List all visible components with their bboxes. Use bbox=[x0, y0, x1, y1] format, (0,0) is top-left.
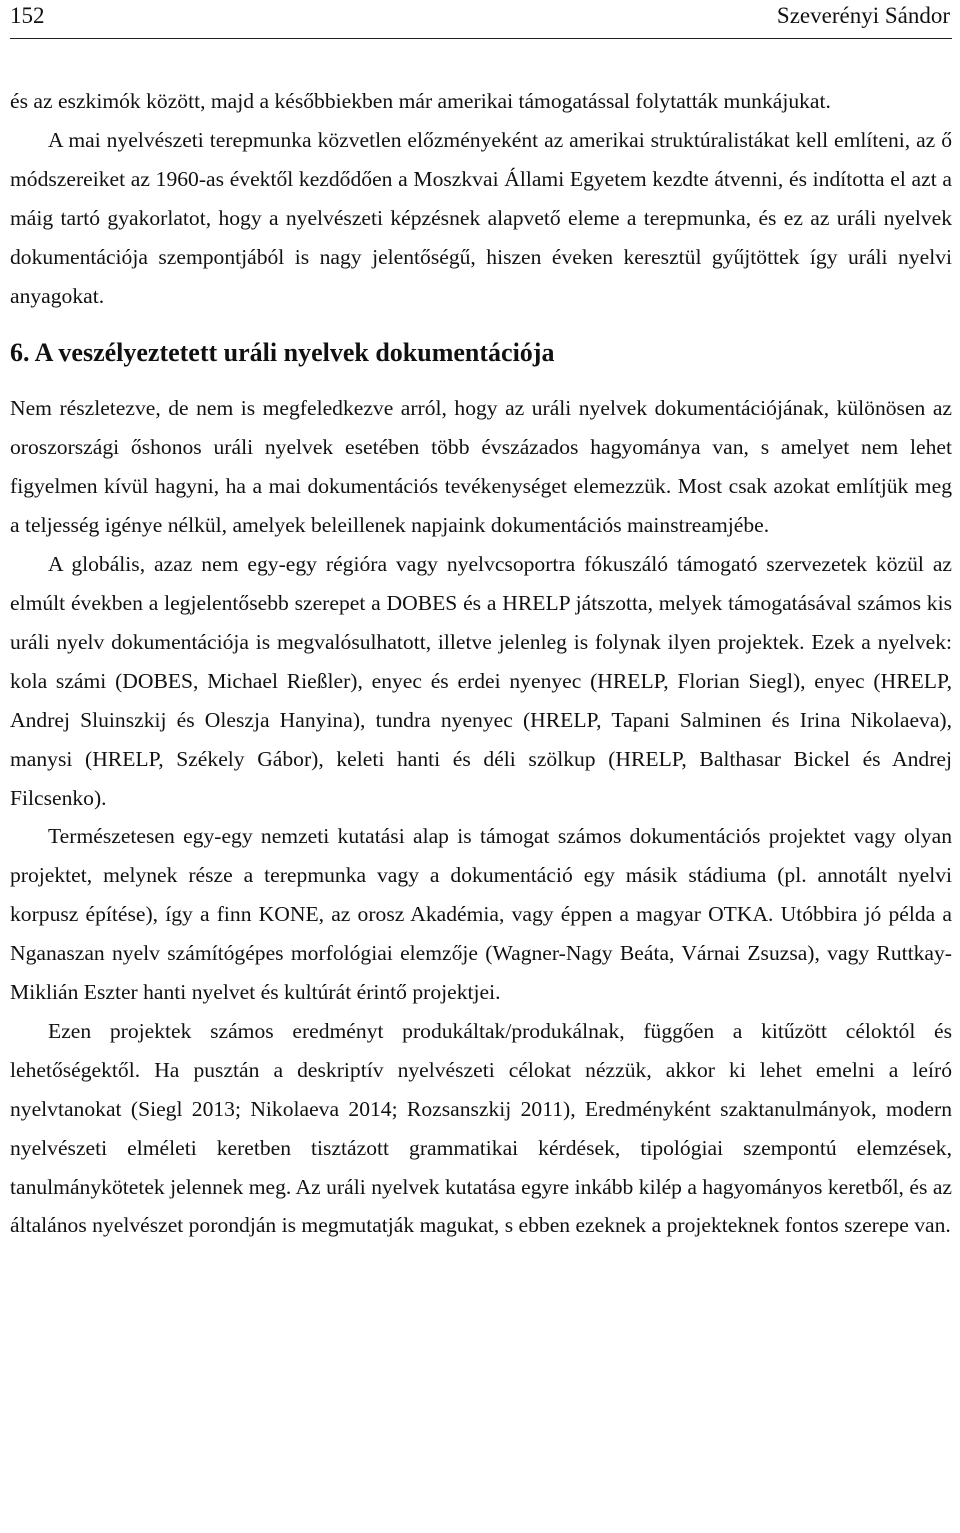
paragraph-project-results: Ezen projektek számos eredményt produkáltak/produkálnak, függően a kitűzött céloktól és lehetőségektől. Ha pusztán a deskriptív nyelvészeti célokat nézzük, akkor ki lehet emelni a leíró nyelvtanokat (Siegl 2013; Nikolaeva 2014; Rozsanszkij 2011), Eredményként szaktanulmányok, modern nyelvészeti elméleti keretben tisztázott grammatikai kérdések, tipológiai szempontú elemzések, tanulmánykötetek jelennek meg. Az uráli nyelvek kutatása egyre inkább kilép a hagyományos keretből, és az általános nyelvészet porondján is megmutatják magukat, s ebben ezeknek a projekteknek fontos szerepe van. bbox=[10, 1018, 952, 1238]
paragraph-continued: és az eszkimók között, majd a későbbiekben már amerikai támogatással folytatták munkájukat. bbox=[10, 89, 831, 113]
paragraph-documentation-tradition: Nem részletezve, de nem is megfeledkezve arról, hogy az uráli nyelvek dokumentációjának, különösen az oroszországi őshonos uráli nyelvek esetében több évszázados hagyománya van, s amelyet nem lehet figyelmen kívül hagyni, ha a mai dokumentációs tevékenységet elemezzük. Most csak azokat említjük meg a teljesség igénye nélkül, amelyek beleillenek napjaink dokumentációs mainstreamjébe. bbox=[10, 396, 952, 538]
paragraph-national-funds: Természetesen egy-egy nemzeti kutatási alap is támogat számos dokumentációs projektet vagy olyan projektet, melynek része a terepmunka vagy a dokumentáció egy másik stádiuma (pl. annotált nyelvi korpusz építése), így a finn KONE, az orosz Akadémia, vagy éppen a magyar OTKA. Utóbbira jó példa a Nganaszan nyelv számítógépes morfológiai elemzője (Wagner-Nagy Beáta, Várnai Zsuzsa), vagy Ruttkay-Miklián Eszter hanti nyelvet és kultúrát érintő projektjei. bbox=[10, 824, 952, 1005]
paragraph-fieldwork-history: A mai nyelvészeti terepmunka közvetlen előzményeként az amerikai struktúralistákat kell említeni, az ő módszereiket az 1960-as évektől kezdődően a Moszkvai Állami Egyetem kezdte átvenni, és indította el azt a máig tartó gyakorlatot, hogy a nyelvészeti képzésnek alapvető eleme a terepmunka, és ez az uráli nyelvek dokumentációja szempontjából is nagy jelentőségű, hiszen éveken keresztül gyűjtöttek így uráli nyelvi anyagokat. bbox=[10, 127, 952, 308]
section-heading: 6. A veszélyeztetett uráli nyelvek dokumentációja bbox=[10, 338, 555, 368]
page-number: 152 bbox=[10, 3, 45, 28]
running-head-author: Szeverényi Sándor bbox=[776, 3, 950, 28]
page-header bbox=[10, 0, 952, 39]
page-body bbox=[10, 82, 952, 1245]
paragraph-global-organizations: A globális, azaz nem egy-egy régióra vagy nyelvcsoportra fókuszáló támogató szervezetek közül az elmúlt években a legjelentősebb szerepet a DOBES és a HRELP játszotta, melyek támogatásával számos kis uráli nyelv dokumentációja is megvalósulhatott, illetve jelenleg is folynak ilyen projektek. Ezek a nyelvek: kola számi (DOBES, Michael Rießler), enyec és erdei nyenyec (HRELP, Florian Siegl), enyec (HRELP, Andrej Sluinszkij és Oleszja Hanyina), tundra nyenyec (HRELP, Tapani Salminen és Irina Nikolaeva), manysi (HRELP, Székely Gábor), keleti hanti és déli szölkup (HRELP, Balthasar Bickel és Andrej Filcsenko). bbox=[10, 552, 952, 810]
